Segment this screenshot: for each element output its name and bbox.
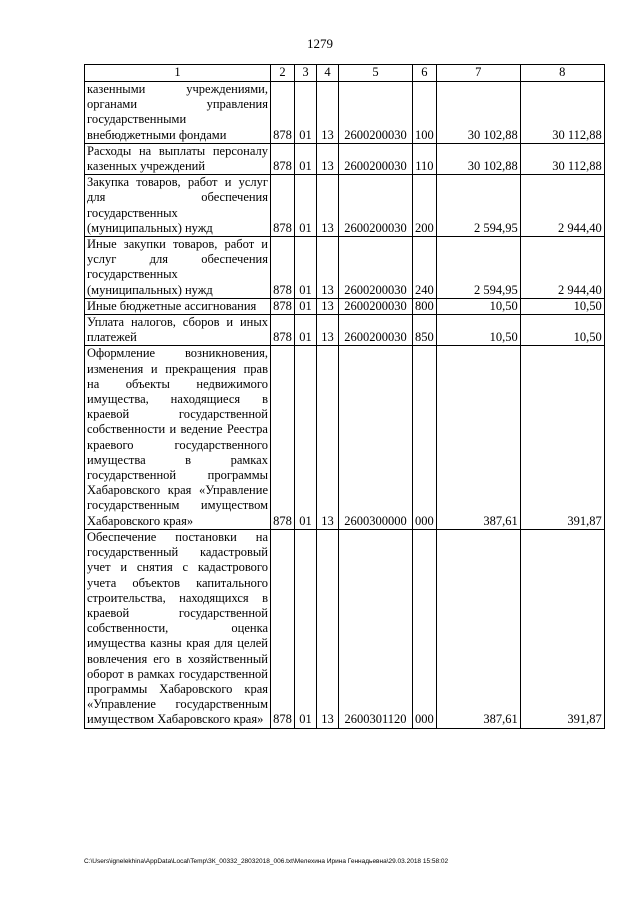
row-subsection: 13 [317, 298, 339, 314]
row-grbs: 878 [271, 82, 295, 144]
row-sum-2: 2 944,40 [520, 237, 604, 299]
row-sum-2: 30 112,88 [520, 143, 604, 174]
row-sum-1: 10,50 [436, 298, 520, 314]
row-name: Иные бюджетные ассигнования [85, 298, 271, 314]
row-target-code: 2600301120 [339, 529, 413, 728]
row-name: Уплата налогов, сборов и иных платежей [85, 315, 271, 346]
row-name: Оформление возникновения, изменения и прекращения прав на объекты недвижимого имущества, находящиеся в краевой государственной собственности и ведение Реестра краевого государственного имущества в рамках государственной программы Хабаровского края «Управление государственным имуществом Хабаровского края» [85, 346, 271, 529]
row-sum-2: 391,87 [520, 346, 604, 529]
row-expense-type: 110 [413, 143, 437, 174]
row-grbs: 878 [271, 298, 295, 314]
row-target-code: 2600200030 [339, 143, 413, 174]
row-sum-2: 391,87 [520, 529, 604, 728]
header-row [85, 65, 605, 82]
row-target-code: 2600200030 [339, 175, 413, 237]
row-expense-type: 000 [413, 529, 437, 728]
row-expense-type: 100 [413, 82, 437, 144]
row-name: Закупка товаров, работ и услуг для обеспечения государственных (муниципальных) нужд [85, 175, 271, 237]
column-header: 7 [436, 65, 520, 82]
table-row [85, 298, 605, 314]
row-sum-1: 2 594,95 [436, 175, 520, 237]
row-target-code: 2600200030 [339, 315, 413, 346]
row-section: 01 [295, 529, 317, 728]
table-row [85, 315, 605, 346]
row-target-code: 2600300000 [339, 346, 413, 529]
row-subsection: 13 [317, 82, 339, 144]
row-subsection: 13 [317, 237, 339, 299]
row-target-code: 2600200030 [339, 298, 413, 314]
table-row [85, 529, 605, 728]
row-subsection: 13 [317, 346, 339, 529]
table-row [85, 143, 605, 174]
row-sum-1: 10,50 [436, 315, 520, 346]
row-section: 01 [295, 315, 317, 346]
budget-table [84, 64, 605, 729]
row-section: 01 [295, 237, 317, 299]
row-sum-1: 387,61 [436, 529, 520, 728]
row-grbs: 878 [271, 143, 295, 174]
row-name: Иные закупки товаров, работ и услуг для обеспечения государственных (муниципальных) нужд [85, 237, 271, 299]
row-name: казенными учреждениями, органами управления государственными внебюджетными фондами [85, 82, 271, 144]
row-sum-1: 30 102,88 [436, 82, 520, 144]
row-grbs: 878 [271, 237, 295, 299]
row-sum-1: 387,61 [436, 346, 520, 529]
row-section: 01 [295, 82, 317, 144]
row-target-code: 2600200030 [339, 237, 413, 299]
row-expense-type: 200 [413, 175, 437, 237]
row-sum-1: 2 594,95 [436, 237, 520, 299]
row-sum-2: 2 944,40 [520, 175, 604, 237]
column-header: 4 [317, 65, 339, 82]
column-header: 5 [339, 65, 413, 82]
row-target-code: 2600200030 [339, 82, 413, 144]
row-section: 01 [295, 143, 317, 174]
column-header: 1 [85, 65, 271, 82]
row-section: 01 [295, 298, 317, 314]
column-header: 8 [520, 65, 604, 82]
row-sum-2: 30 112,88 [520, 82, 604, 144]
table-row [85, 175, 605, 237]
row-sum-2: 10,50 [520, 298, 604, 314]
row-subsection: 13 [317, 143, 339, 174]
row-section: 01 [295, 175, 317, 237]
row-grbs: 878 [271, 315, 295, 346]
row-name: Обеспечение постановки на государственный кадастровый учет и снятия с кадастрового учета объектов капитального строительства, находящихся в краевой государственной собственности, оценка имущества казны края для целей вовлечения его в хозяйственный оборот в рамках государственной программы Хабаровского края «Управление государственным имуществом Хабаровского края» [85, 529, 271, 728]
row-expense-type: 800 [413, 298, 437, 314]
row-sum-2: 10,50 [520, 315, 604, 346]
column-header: 6 [413, 65, 437, 82]
row-name: Расходы на выплаты персоналу казенных учреждений [85, 143, 271, 174]
row-subsection: 13 [317, 175, 339, 237]
file-path-footer: C:\Users\ignelekhina\AppData\Local\Temp\ЗК_00332_28032018_006.txt\Мелехина Ирина Геннадьевна\29.03.2018 15:58:02 [84, 858, 449, 865]
table-row [85, 346, 605, 529]
table-row [85, 237, 605, 299]
row-sum-1: 30 102,88 [436, 143, 520, 174]
row-grbs: 878 [271, 529, 295, 728]
column-header: 3 [295, 65, 317, 82]
row-expense-type: 000 [413, 346, 437, 529]
row-expense-type: 240 [413, 237, 437, 299]
row-grbs: 878 [271, 175, 295, 237]
page-number: 1279 [307, 36, 333, 51]
row-subsection: 13 [317, 315, 339, 346]
row-grbs: 878 [271, 346, 295, 529]
table-row [85, 82, 605, 144]
row-expense-type: 850 [413, 315, 437, 346]
row-subsection: 13 [317, 529, 339, 728]
column-header: 2 [271, 65, 295, 82]
row-section: 01 [295, 346, 317, 529]
